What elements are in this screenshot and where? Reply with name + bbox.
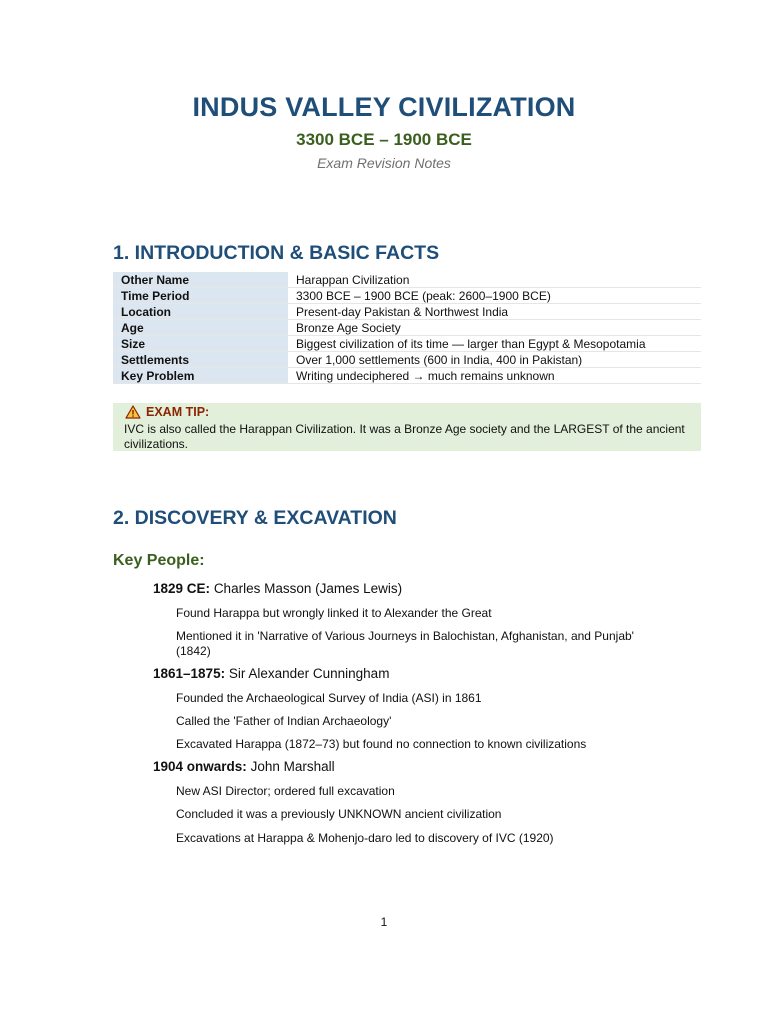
person-name: Sir Alexander Cunningham	[228, 666, 390, 681]
list-item: Found Harappa but wrongly linked it to Alexander the Great	[176, 606, 492, 620]
exam-tip-box	[113, 403, 701, 451]
table-row	[113, 320, 701, 336]
list-item: Called the 'Father of Indian Archaeology'	[176, 714, 392, 728]
fact-value: Biggest civilization of its time — larger than Egypt & Mesopotamia	[288, 336, 701, 352]
list-item	[176, 629, 666, 659]
table-row	[113, 272, 701, 288]
list-item: Founded the Archaeological Survey of India (ASI) in 1861	[176, 691, 482, 705]
person-date: 1904 onwards:	[153, 759, 247, 774]
person-name: Charles Masson (James Lewis)	[213, 581, 403, 596]
list-item: Concluded it was a previously UNKNOWN ancient civilization	[176, 807, 502, 821]
fact-value: Bronze Age Society	[288, 320, 701, 336]
person-entry	[153, 666, 389, 681]
fact-value: Present-day Pakistan & Northwest India	[288, 304, 701, 320]
exam-tip-header	[125, 405, 209, 419]
key-people-heading: Key People:	[113, 552, 205, 569]
fact-key: Settlements	[113, 352, 288, 368]
document-subtitle: 3300 BCE – 1900 BCE	[296, 130, 472, 149]
table-row	[113, 352, 701, 368]
document-tagline: Exam Revision Notes	[317, 155, 451, 171]
person-entry	[153, 581, 402, 596]
fact-value: 3300 BCE – 1900 BCE (peak: 2600–1900 BCE)	[288, 288, 701, 304]
fact-value: Over 1,000 settlements (600 in India, 400 in Pakistan)	[288, 352, 701, 368]
fact-key: Other Name	[113, 272, 288, 288]
person-date: 1829 CE:	[153, 581, 211, 596]
document-title: INDUS VALLEY CIVILIZATION	[192, 92, 576, 122]
facts-table	[113, 272, 701, 384]
fact-key: Size	[113, 336, 288, 352]
fact-key: Time Period	[113, 288, 288, 304]
table-row	[113, 368, 701, 384]
list-item: Excavations at Harappa & Mohenjo-daro led to discovery of IVC (1920)	[176, 831, 554, 845]
section-heading-discovery: 2. DISCOVERY & EXCAVATION	[113, 507, 397, 529]
section-heading-introduction: 1. INTRODUCTION & BASIC FACTS	[113, 242, 440, 264]
exam-tip-text: IVC is also called the Harappan Civilization. It was a Bronze Age society and the LARGEST of the ancient civilizations.	[124, 422, 685, 451]
person-entry	[153, 759, 335, 774]
list-item: New ASI Director; ordered full excavation	[176, 784, 395, 798]
list-item: Excavated Harappa (1872–73) but found no connection to known civilizations	[176, 737, 587, 751]
table-row	[113, 304, 701, 320]
fact-key: Key Problem	[113, 368, 288, 384]
person-date: 1861–1875:	[153, 666, 226, 681]
table-row	[113, 336, 701, 352]
table-row	[113, 288, 701, 304]
person-name: John Marshall	[250, 759, 335, 774]
list-item-text: Mentioned it in 'Narrative of Various Journeys in Balochistan, Afghanistan, and Punjab' (1842)	[176, 629, 634, 658]
fact-key: Location	[113, 304, 288, 320]
fact-value: Harappan Civilization	[288, 272, 701, 288]
page-number: 1	[380, 915, 388, 929]
exam-tip-label: EXAM TIP:	[146, 405, 210, 419]
fact-value: Writing undeciphered → much remains unknown	[288, 368, 701, 384]
fact-key: Age	[113, 320, 288, 336]
warning-icon	[125, 405, 141, 419]
